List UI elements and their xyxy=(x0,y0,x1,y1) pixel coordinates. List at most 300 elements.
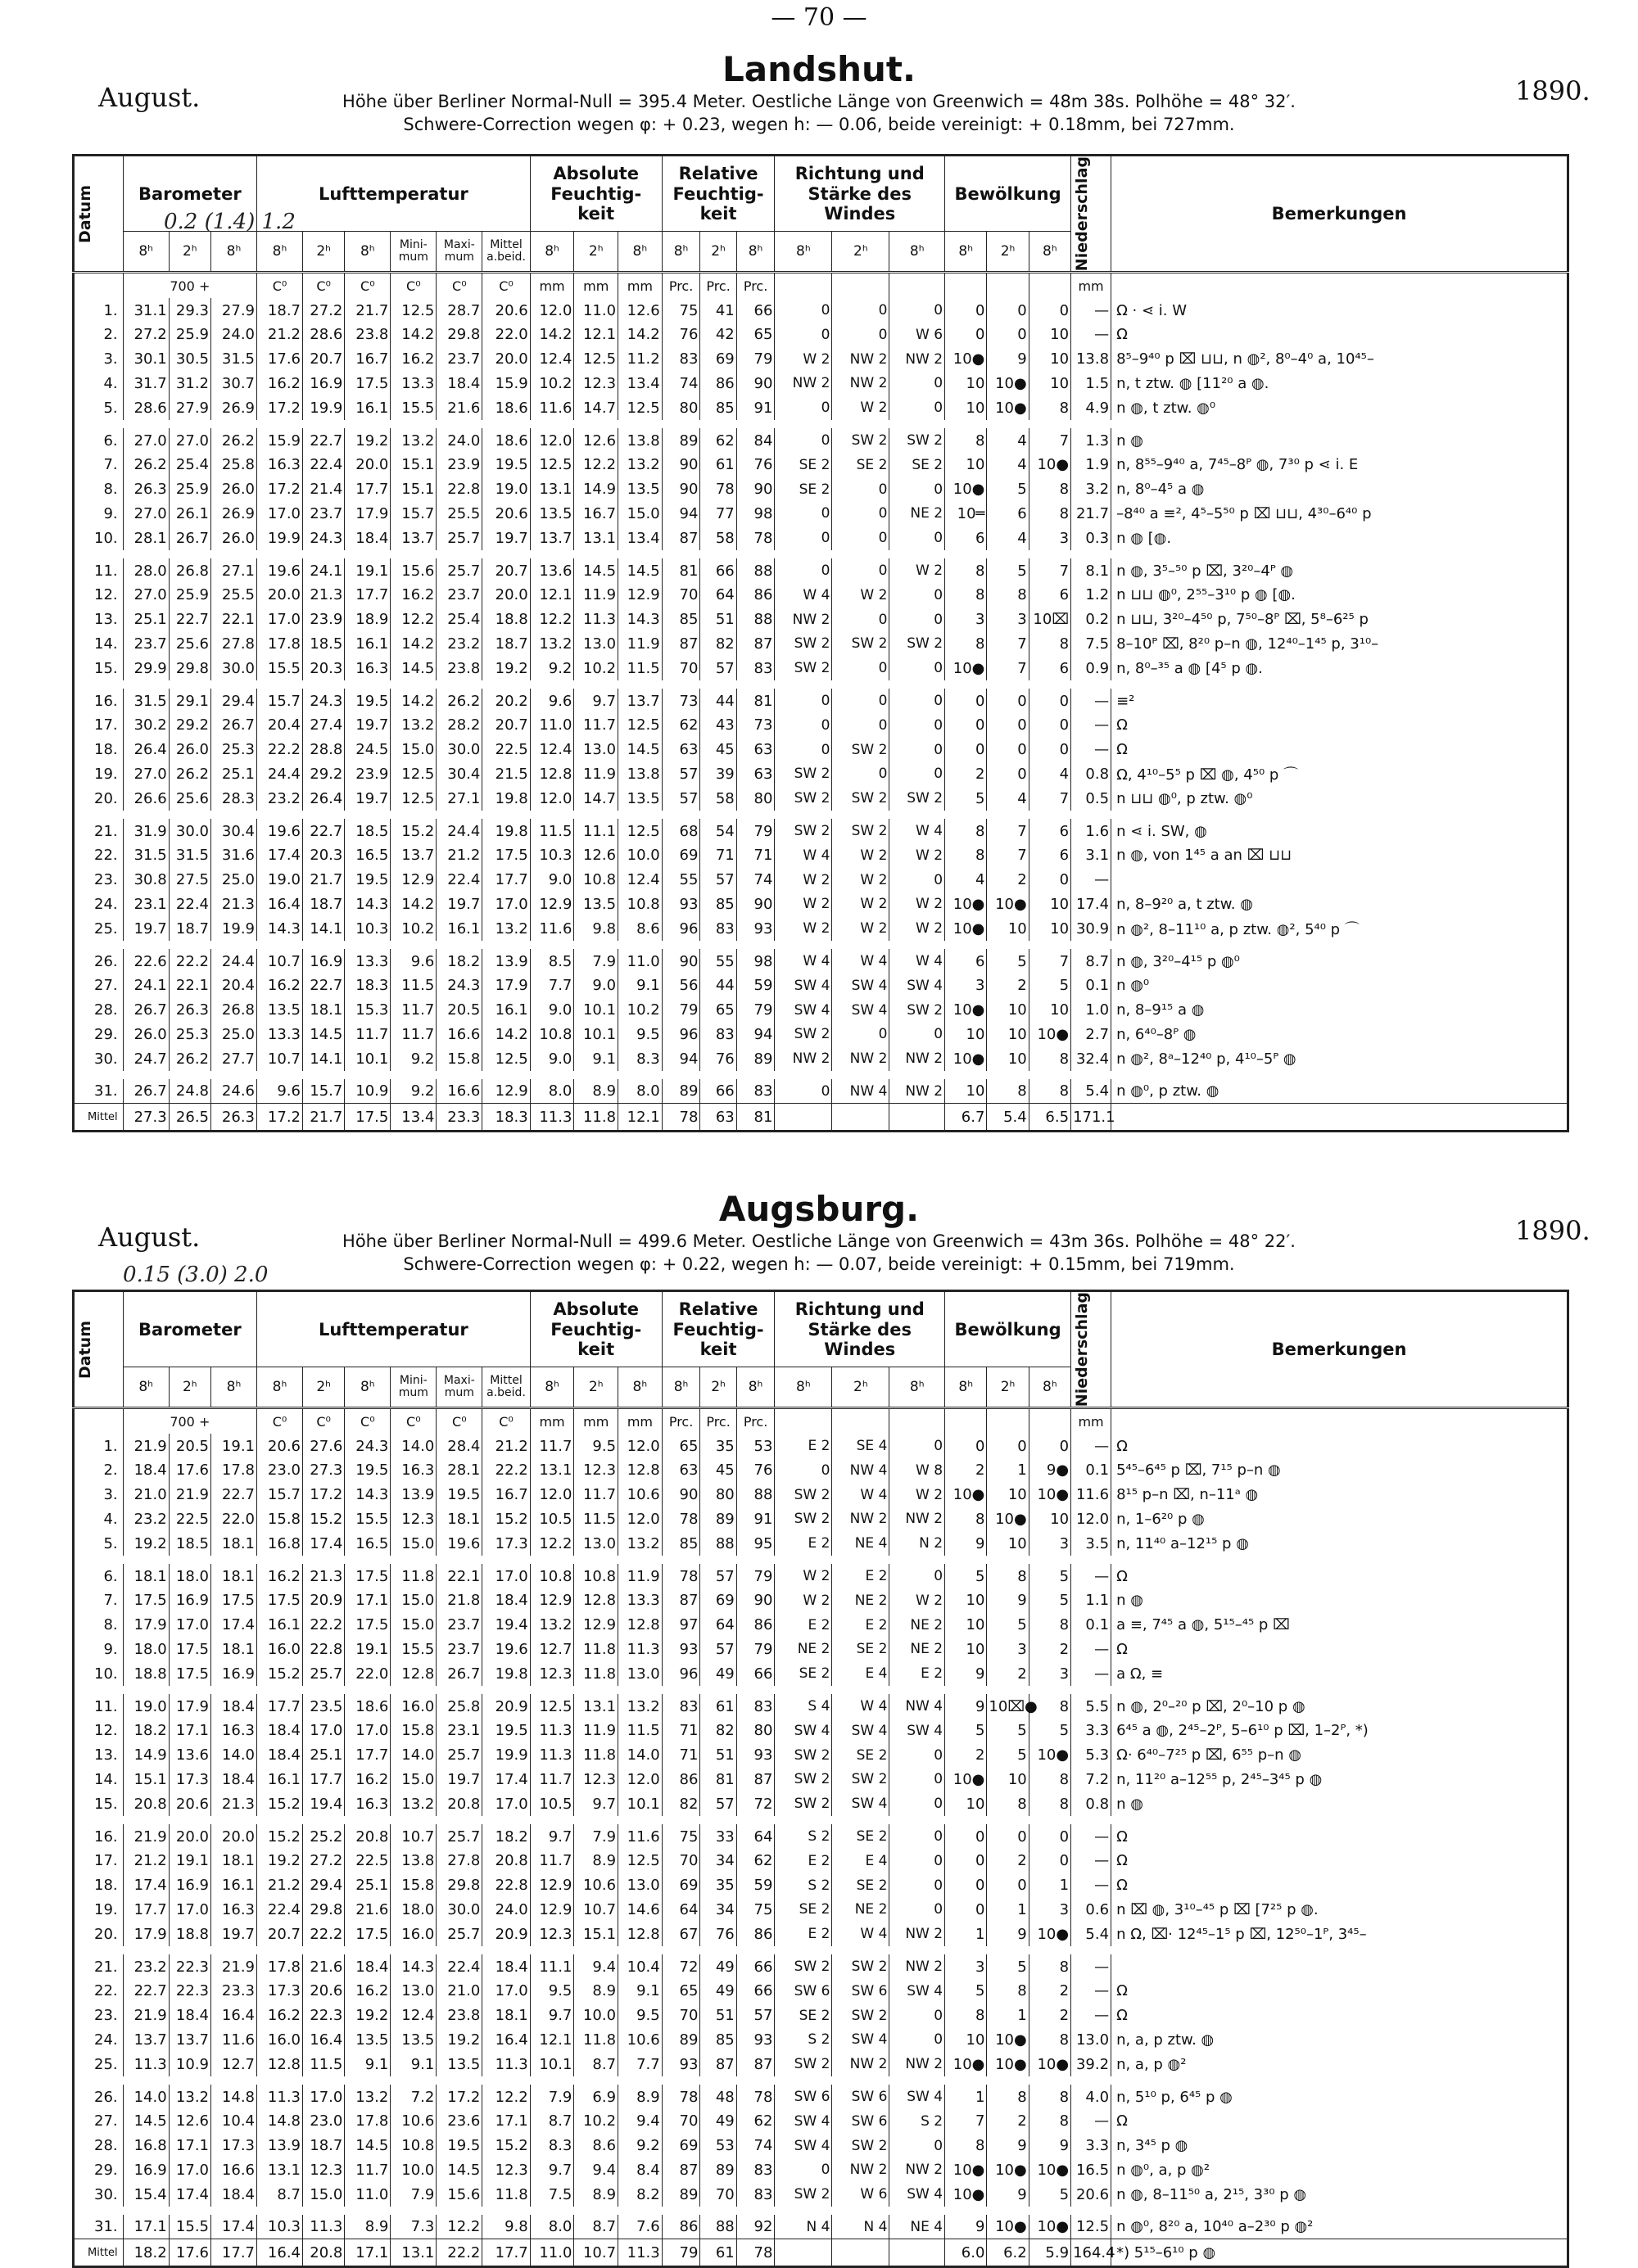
cell-t8e: 22.5 xyxy=(345,1849,391,1873)
cell-a8: 12.7 xyxy=(530,1638,574,1662)
cell-rem: Ω xyxy=(1111,2004,1568,2028)
rel-feuchtigkeit-header: Relative Feuchtig- keit xyxy=(662,156,775,232)
cell-c8e: 10● xyxy=(1029,2052,1070,2076)
cell-t8e: 18.9 xyxy=(345,608,391,632)
cell-tmin: 14.5 xyxy=(391,656,437,680)
cell-d: 15. xyxy=(74,656,124,680)
cell-t8e: 16.1 xyxy=(345,395,391,420)
table-row xyxy=(74,1638,1568,1662)
cell-c2: 10⌧● xyxy=(987,1694,1029,1719)
niederschlag-header-label: Niederschlag xyxy=(1073,1292,1092,1407)
cell-r8e: 86 xyxy=(736,1613,775,1638)
cell-b8: 31.5 xyxy=(123,689,169,713)
lufttemperatur-header: Lufttemperatur xyxy=(257,1291,531,1367)
subheader-maximum: Maxi- mum xyxy=(437,232,482,273)
subheader-h2: 2ʰ xyxy=(574,1367,618,1408)
cell-c8: 6 xyxy=(945,526,987,550)
cell-d: 17. xyxy=(74,1849,124,1873)
cell-c8: 8 xyxy=(945,428,987,453)
cell-r2: 71 xyxy=(700,843,736,868)
cell-tmin: 9.2 xyxy=(391,1079,437,1104)
cell-d: 31. xyxy=(74,1079,124,1104)
cell-r8: 75 xyxy=(662,298,700,323)
cell-c8e: 10● xyxy=(1029,453,1070,477)
cell-a8: 10.1 xyxy=(530,2052,574,2076)
cell-r8: 63 xyxy=(662,1458,700,1483)
cell-c2: 2 xyxy=(987,1849,1029,1873)
unit-celsius: C⁰ xyxy=(482,273,530,299)
cell-d: 7. xyxy=(74,1588,124,1613)
unit-celsius: C⁰ xyxy=(482,1408,530,1434)
cell-a2: 13.5 xyxy=(574,892,618,917)
table-row xyxy=(74,843,1568,868)
cell-w8: 0 xyxy=(775,395,832,420)
cell-c2: 4 xyxy=(987,526,1029,550)
cell-tm: 20.6 xyxy=(482,298,530,323)
unit-empty xyxy=(1029,273,1070,299)
table-row xyxy=(74,1954,1568,1979)
cell-tm: 19.9 xyxy=(482,1743,530,1768)
cell-a8: 12.1 xyxy=(530,583,574,608)
row-gap-cell xyxy=(74,2207,1568,2215)
cell-w8e: 0 xyxy=(889,1898,945,1922)
cell-w8e: W 6 xyxy=(889,323,945,347)
table-row xyxy=(74,1979,1568,2004)
cell-w2: SE 2 xyxy=(832,1743,889,1768)
cell-a8e: 9.1 xyxy=(618,974,663,998)
cell-r8: 62 xyxy=(662,713,700,738)
unit-percent: Prc. xyxy=(700,1408,736,1434)
cell-n: 16.5 xyxy=(1071,2158,1111,2183)
cell-t2: 11.3 xyxy=(303,2215,345,2239)
cell-d: 8. xyxy=(74,1613,124,1638)
cell-tmax: 22.1 xyxy=(437,1564,482,1588)
cell-b2: 18.5 xyxy=(169,1531,210,1556)
cell-b8e: 11.6 xyxy=(211,2028,257,2053)
cell-b8: 31.9 xyxy=(123,819,169,843)
cell-tmax: 20.5 xyxy=(437,998,482,1023)
cell-n: — xyxy=(1071,868,1111,892)
cell-c8: 7 xyxy=(945,2109,987,2134)
cell-c2: 5 xyxy=(987,1743,1029,1768)
cell-rem: n ⋖ i. SW, ◍ xyxy=(1111,819,1568,843)
cell-tmin: 10.7 xyxy=(391,1824,437,1849)
mean-tm: 18.3 xyxy=(482,1104,530,1132)
cell-tm: 15.9 xyxy=(482,372,530,396)
cell-tm: 12.9 xyxy=(482,1079,530,1104)
cell-tm: 19.7 xyxy=(482,526,530,550)
cell-r8: 93 xyxy=(662,892,700,917)
cell-w2: W 2 xyxy=(832,843,889,868)
cell-w8e: NW 4 xyxy=(889,1694,945,1719)
table-row xyxy=(74,868,1568,892)
cell-w8: E 2 xyxy=(775,1531,832,1556)
cell-a8: 8.5 xyxy=(530,949,574,974)
cell-t2: 29.8 xyxy=(303,1898,345,1922)
cell-c2: 9 xyxy=(987,1922,1029,1946)
cell-w2: SW 4 xyxy=(832,2028,889,2053)
cell-r2: 34 xyxy=(700,1898,736,1922)
cell-t2: 29.2 xyxy=(303,762,345,787)
cell-b8: 17.4 xyxy=(123,1873,169,1898)
cell-tmin: 16.0 xyxy=(391,1922,437,1946)
cell-c2: 8 xyxy=(987,583,1029,608)
cell-w2: NW 2 xyxy=(832,1046,889,1071)
cell-c8: 8 xyxy=(945,819,987,843)
cell-c8: 0 xyxy=(945,298,987,323)
cell-b8: 15.1 xyxy=(123,1768,169,1792)
cell-d: 1. xyxy=(74,298,124,323)
table-row xyxy=(74,2109,1568,2134)
cell-n: — xyxy=(1071,2004,1111,2028)
cell-tmin: 9.2 xyxy=(391,1046,437,1071)
cell-a8: 13.5 xyxy=(530,502,574,526)
cell-tmin: 7.3 xyxy=(391,2215,437,2239)
cell-tm: 13.2 xyxy=(482,916,530,941)
cell-c8e: 2 xyxy=(1029,2004,1070,2028)
unit-percent: Prc. xyxy=(736,273,775,299)
cell-c8: 10● xyxy=(945,2182,987,2207)
cell-t8e: 21.6 xyxy=(345,1898,391,1922)
month-label: August. xyxy=(98,1222,201,1253)
cell-w2: NW 4 xyxy=(832,1458,889,1483)
cell-b8e: 16.1 xyxy=(211,1873,257,1898)
cell-w8: SW 2 xyxy=(775,819,832,843)
cell-a8e: 12.0 xyxy=(618,1507,663,1532)
cell-tm: 19.0 xyxy=(482,477,530,502)
cell-rem: n, 1–6²⁰ p ◍ xyxy=(1111,1507,1568,1532)
cell-b8e: 24.6 xyxy=(211,1079,257,1104)
cell-c2: 2 xyxy=(987,2109,1029,2134)
cell-w8e: W 2 xyxy=(889,558,945,583)
cell-b8e: 27.7 xyxy=(211,1046,257,1071)
cell-d: 10. xyxy=(74,1661,124,1686)
cell-rem: n ◍ xyxy=(1111,428,1568,453)
cell-tm: 20.6 xyxy=(482,502,530,526)
cell-tm: 16.4 xyxy=(482,2028,530,2053)
cell-tm: 19.5 xyxy=(482,1719,530,1743)
cell-tmin: 15.1 xyxy=(391,453,437,477)
cell-b8e: 19.1 xyxy=(211,1434,257,1458)
cell-t8e: 19.2 xyxy=(345,428,391,453)
cell-t8e: 14.3 xyxy=(345,892,391,917)
cell-rem: n ◍⁰, a, p ◍² xyxy=(1111,2158,1568,2183)
cell-c8: 10● xyxy=(945,998,987,1023)
cell-w8e: NE 4 xyxy=(889,2215,945,2239)
cell-b2: 27.5 xyxy=(169,868,210,892)
table-row xyxy=(74,477,1568,502)
cell-t2: 26.4 xyxy=(303,786,345,811)
cell-c2: 4 xyxy=(987,428,1029,453)
table-row xyxy=(74,689,1568,713)
cell-t2: 21.3 xyxy=(303,583,345,608)
cell-b8e: 29.4 xyxy=(211,689,257,713)
cell-rem: n ◍⁰ xyxy=(1111,974,1568,998)
cell-tmin: 11.5 xyxy=(391,974,437,998)
wind-header: Richtung und Stärke des Windes xyxy=(775,156,945,232)
table-row xyxy=(74,1531,1568,1556)
cell-a8e: 10.0 xyxy=(618,843,663,868)
cell-c8e: 6 xyxy=(1029,843,1070,868)
cell-a8: 9.2 xyxy=(530,656,574,680)
cell-tmin: 14.2 xyxy=(391,632,437,657)
cell-w8e: NW 2 xyxy=(889,1954,945,1979)
cell-w8: W 2 xyxy=(775,916,832,941)
unit-mm: mm xyxy=(618,1408,663,1434)
cell-a8: 12.9 xyxy=(530,1588,574,1613)
cell-b8e: 30.4 xyxy=(211,819,257,843)
cell-tm: 22.5 xyxy=(482,738,530,762)
cell-b8: 17.7 xyxy=(123,1898,169,1922)
cell-b2: 25.4 xyxy=(169,453,210,477)
row-gap-cell xyxy=(74,1686,1568,1694)
cell-w2: SW 6 xyxy=(832,1979,889,2004)
subheader-h2: 2ʰ xyxy=(169,1367,210,1408)
station-name: Augsburg. xyxy=(718,1189,920,1229)
cell-d: 16. xyxy=(74,1824,124,1849)
row-gap-cell xyxy=(74,941,1568,949)
cell-a8: 8.3 xyxy=(530,2134,574,2158)
cell-w8: SE 2 xyxy=(775,477,832,502)
cell-w2: SW 2 xyxy=(832,1954,889,1979)
cell-w8e: NW 2 xyxy=(889,347,945,372)
cell-b2: 25.3 xyxy=(169,1023,210,1047)
cell-a8e: 11.2 xyxy=(618,347,663,372)
cell-tmax: 19.2 xyxy=(437,2028,482,2053)
cell-w8e: W 2 xyxy=(889,916,945,941)
cell-tmin: 15.0 xyxy=(391,1613,437,1638)
cell-a8e: 13.5 xyxy=(618,786,663,811)
subheader-maximum: Maxi- mum xyxy=(437,1367,482,1408)
cell-tmax: 23.7 xyxy=(437,583,482,608)
cell-b8: 26.6 xyxy=(123,786,169,811)
subheader-h8: 8ʰ xyxy=(211,1367,257,1408)
cell-c8: 3 xyxy=(945,608,987,632)
cell-c8: 10● xyxy=(945,916,987,941)
unit-empty xyxy=(889,1408,945,1434)
cell-d: 30. xyxy=(74,2182,124,2207)
cell-b8e: 26.7 xyxy=(211,713,257,738)
cell-a8: 13.2 xyxy=(530,632,574,657)
cell-t8: 20.0 xyxy=(257,583,303,608)
cell-a8e: 13.5 xyxy=(618,477,663,502)
cell-tmax: 25.7 xyxy=(437,1824,482,1849)
cell-b8e: 16.4 xyxy=(211,2004,257,2028)
cell-r8e: 86 xyxy=(736,1922,775,1946)
cell-r2: 82 xyxy=(700,1719,736,1743)
cell-d: 23. xyxy=(74,2004,124,2028)
cell-w8e: W 2 xyxy=(889,843,945,868)
cell-b2: 16.9 xyxy=(169,1873,210,1898)
cell-r8e: 80 xyxy=(736,1719,775,1743)
cell-t8: 23.0 xyxy=(257,1458,303,1483)
subheader-h8: 8ʰ xyxy=(945,232,987,273)
cell-c8e: 7 xyxy=(1029,428,1070,453)
cell-w8e: 0 xyxy=(889,1849,945,1873)
cell-d: 31. xyxy=(74,2215,124,2239)
cell-t2: 23.7 xyxy=(303,502,345,526)
cell-c8: 0 xyxy=(945,1434,987,1458)
table-row xyxy=(74,1046,1568,1071)
cell-t2: 15.7 xyxy=(303,1079,345,1104)
cell-tmax: 30.0 xyxy=(437,1898,482,1922)
cell-w8e: SE 2 xyxy=(889,453,945,477)
cell-w8e: W 8 xyxy=(889,1458,945,1483)
cell-w2: 0 xyxy=(832,502,889,526)
cell-c8e: 10 xyxy=(1029,998,1070,1023)
cell-n: 5.3 xyxy=(1071,1743,1111,1768)
cell-a2: 13.0 xyxy=(574,1531,618,1556)
cell-w8: W 2 xyxy=(775,347,832,372)
cell-d: 5. xyxy=(74,1531,124,1556)
mean-t8: 17.2 xyxy=(257,1104,303,1132)
cell-w2: SE 4 xyxy=(832,1434,889,1458)
cell-b2: 17.4 xyxy=(169,2182,210,2207)
cell-b2: 22.7 xyxy=(169,608,210,632)
cell-d: 18. xyxy=(74,738,124,762)
cell-d: 4. xyxy=(74,372,124,396)
cell-w2: E 4 xyxy=(832,1661,889,1686)
cell-w8: 0 xyxy=(775,713,832,738)
cell-c8: 10● xyxy=(945,347,987,372)
station-meta-line-1: Höhe über Berliner Normal-Null = 395.4 Meter. Oestliche Länge von Greenwich = 48m 38s. Polhöhe = 48° 32′. xyxy=(342,92,1296,111)
cell-w8: S 4 xyxy=(775,1694,832,1719)
row-gap-cell xyxy=(74,1071,1568,1079)
niederschlag-header xyxy=(1071,156,1111,273)
cell-c8: 5 xyxy=(945,1564,987,1588)
cell-t8e: 21.7 xyxy=(345,298,391,323)
cell-r8e: 87 xyxy=(736,2052,775,2076)
cell-tm: 19.4 xyxy=(482,1613,530,1638)
cell-w8: NW 2 xyxy=(775,608,832,632)
cell-t8e: 8.9 xyxy=(345,2215,391,2239)
cell-r8: 70 xyxy=(662,583,700,608)
cell-r8: 85 xyxy=(662,1531,700,1556)
cell-b8e: 22.0 xyxy=(211,1507,257,1532)
cell-a2: 12.8 xyxy=(574,1588,618,1613)
cell-t8: 17.6 xyxy=(257,347,303,372)
cell-c8e: 5 xyxy=(1029,2182,1070,2207)
cell-r2: 82 xyxy=(700,632,736,657)
cell-a8: 12.9 xyxy=(530,1898,574,1922)
cell-n: — xyxy=(1071,1638,1111,1662)
cell-a8: 12.5 xyxy=(530,1694,574,1719)
cell-r8: 94 xyxy=(662,502,700,526)
cell-r8e: 81 xyxy=(736,689,775,713)
cell-b8: 19.0 xyxy=(123,1694,169,1719)
cell-rem: n ◍⁰, p ztw. ◍ xyxy=(1111,1079,1568,1104)
cell-a2: 9.7 xyxy=(574,1791,618,1816)
cell-a8e: 13.8 xyxy=(618,762,663,787)
cell-a8: 12.0 xyxy=(530,1483,574,1507)
cell-t2: 21.7 xyxy=(303,868,345,892)
cell-r8e: 93 xyxy=(736,916,775,941)
cell-c2: 0 xyxy=(987,298,1029,323)
cell-w8: SW 2 xyxy=(775,1507,832,1532)
cell-c8e: 10● xyxy=(1029,2158,1070,2183)
cell-b8: 21.9 xyxy=(123,1434,169,1458)
cell-r2: 45 xyxy=(700,1458,736,1483)
cell-rem: 8⁵–9⁴⁰ p ⌧ ⊔⊔, n ◍², 8⁰–4⁰ a, 10⁴⁵– xyxy=(1111,347,1568,372)
cell-c8: 10● xyxy=(945,1046,987,1071)
cell-r8: 64 xyxy=(662,1898,700,1922)
table-row xyxy=(74,786,1568,811)
cell-w8: E 2 xyxy=(775,1613,832,1638)
cell-t2: 24.3 xyxy=(303,689,345,713)
cell-c2: 5 xyxy=(987,1613,1029,1638)
cell-tmax: 23.1 xyxy=(437,1719,482,1743)
mean-r2: 61 xyxy=(700,2239,736,2267)
cell-w8e: NE 2 xyxy=(889,1613,945,1638)
cell-tmin: 14.2 xyxy=(391,323,437,347)
cell-a8: 8.0 xyxy=(530,1079,574,1104)
cell-n: 1.2 xyxy=(1071,583,1111,608)
cell-n: 12.5 xyxy=(1071,2215,1111,2239)
cell-r2: 76 xyxy=(700,1046,736,1071)
cell-d: 25. xyxy=(74,2052,124,2076)
table-row xyxy=(74,632,1568,657)
rel-feuchtigkeit-header: Relative Feuchtig- keit xyxy=(662,1291,775,1367)
cell-w8: SW 6 xyxy=(775,2085,832,2109)
cell-d: 2. xyxy=(74,323,124,347)
cell-r2: 57 xyxy=(700,1791,736,1816)
cell-b2: 22.4 xyxy=(169,892,210,917)
cell-w8e: 0 xyxy=(889,2134,945,2158)
cell-a8e: 14.0 xyxy=(618,1743,663,1768)
cell-n: 39.2 xyxy=(1071,2052,1111,2076)
cell-tmin: 15.5 xyxy=(391,1638,437,1662)
subheader-h8: 8ʰ xyxy=(945,1367,987,1408)
cell-n: 8.1 xyxy=(1071,558,1111,583)
cell-b8e: 17.4 xyxy=(211,2215,257,2239)
cell-a8e: 13.4 xyxy=(618,372,663,396)
cell-b8e: 16.3 xyxy=(211,1719,257,1743)
cell-tm: 15.2 xyxy=(482,1507,530,1532)
cell-rem: n ⊔⊔ ◍⁰, 2⁵⁵–3¹⁰ p ◍ [◍. xyxy=(1111,583,1568,608)
cell-b2: 16.9 xyxy=(169,1588,210,1613)
cell-tmin: 9.1 xyxy=(391,2052,437,2076)
cell-b8: 22.7 xyxy=(123,1979,169,2004)
cell-a2: 8.9 xyxy=(574,1079,618,1104)
bewoelkung-header: Bewölkung xyxy=(945,156,1071,232)
cell-b8e: 16.6 xyxy=(211,2158,257,2183)
cell-a8e: 11.6 xyxy=(618,1824,663,1849)
unit-celsius: C⁰ xyxy=(391,1408,437,1434)
cell-b8e: 26.9 xyxy=(211,502,257,526)
cell-r8: 63 xyxy=(662,738,700,762)
cell-c2: 6 xyxy=(987,502,1029,526)
cell-r8e: 83 xyxy=(736,2158,775,2183)
cell-t8e: 10.9 xyxy=(345,1079,391,1104)
cell-r8: 70 xyxy=(662,2109,700,2134)
cell-r2: 64 xyxy=(700,1613,736,1638)
cell-t8e: 17.7 xyxy=(345,583,391,608)
cell-t2: 12.3 xyxy=(303,2158,345,2183)
cell-tmin: 10.8 xyxy=(391,2134,437,2158)
cell-d: 11. xyxy=(74,558,124,583)
cell-t8e: 18.4 xyxy=(345,1954,391,1979)
cell-r8e: 98 xyxy=(736,502,775,526)
cell-b8e: 30.7 xyxy=(211,372,257,396)
cell-a8e: 12.9 xyxy=(618,583,663,608)
unit-celsius: C⁰ xyxy=(303,273,345,299)
cell-r2: 80 xyxy=(700,1483,736,1507)
cell-r2: 54 xyxy=(700,819,736,843)
cell-w8e: 0 xyxy=(889,713,945,738)
cell-w8e: W 2 xyxy=(889,1483,945,1507)
cell-t8e: 17.9 xyxy=(345,502,391,526)
cell-t8: 22.2 xyxy=(257,738,303,762)
